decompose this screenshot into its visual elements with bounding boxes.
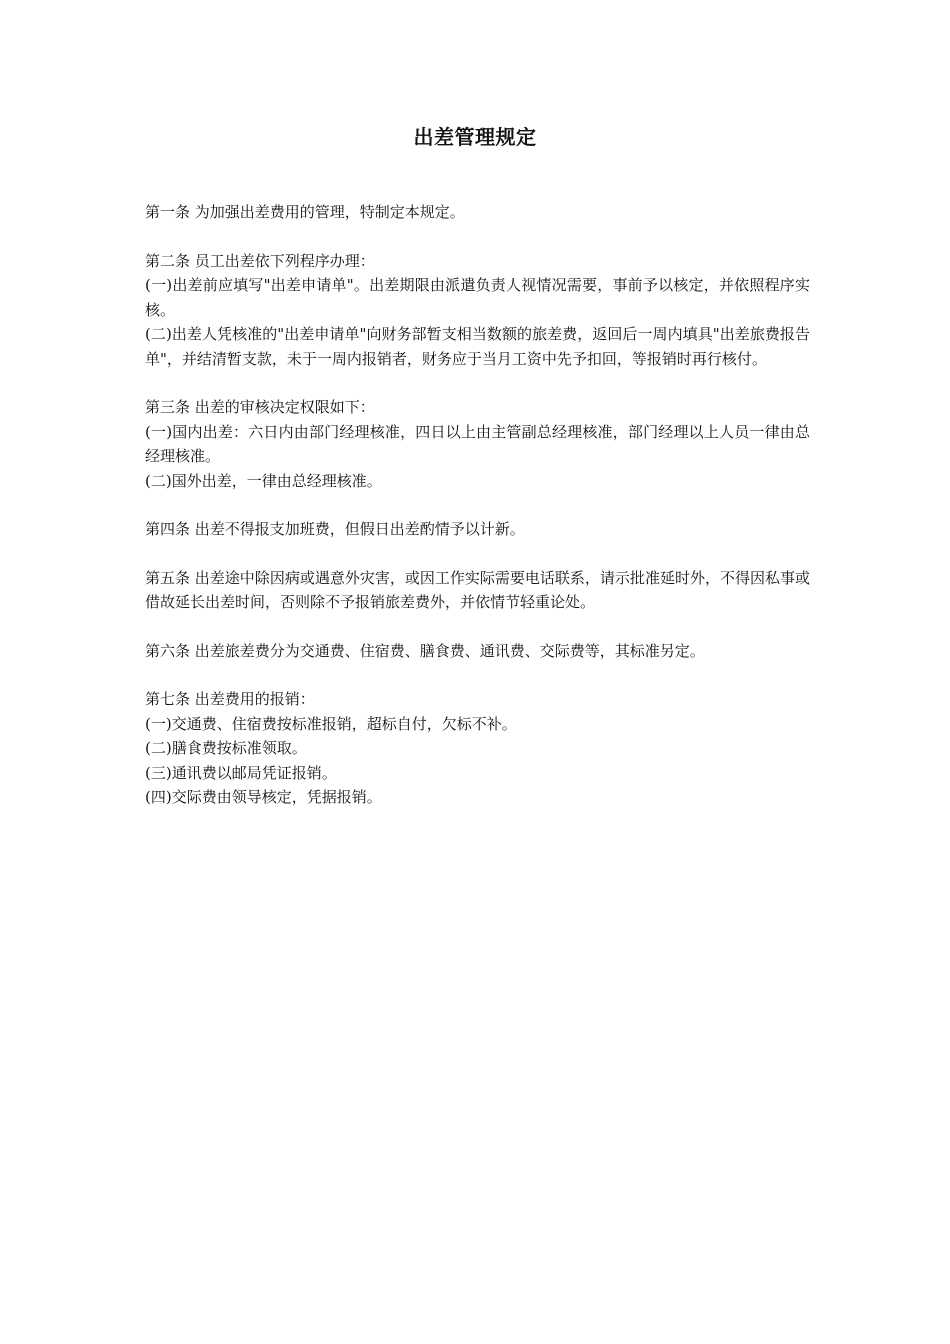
article-5 [145,566,810,615]
article-7 [145,687,810,810]
article-line: (三)通讯费以邮局凭证报销。 [145,763,337,782]
article-line: 第三条 出差的审核决定权限如下： [145,398,375,416]
article-line: 第五条 出差途中除因病或遇意外灾害，或因工作实际需要电话联系，请示批准延时外，不得因私事或借故延长出差时间，否则除不予报销旅差费外，并依情节轻重论处。 [145,568,810,611]
article-line: 第七条 出差费用的报销： [145,690,315,708]
article-line: (一)交通费、住宿费按标准报销，超标自付，欠标不补。 [145,714,517,733]
article-line: 第一条 为加强出差费用的管理，特制定本规定。 [145,203,465,221]
article-4 [145,517,810,542]
article-line: (二)膳食费按标准领取。 [145,739,307,757]
article-line: (四)交际费由领导核定，凭据报销。 [145,788,382,806]
article-line: 第四条 出差不得报支加班费，但假日出差酌情予以计新。 [145,520,525,538]
article-line: (二)出差人凭核准的"出差申请单"向财务部暂支相当数额的旅差费，返回后一周内填具"出差旅费报告单"，并结清暂支款，未于一周内报销者，财务应于当月工资中先予扣回，等报销时再行核付。 [145,325,810,368]
article-line: (一)出差前应填写"出差申请单"。出差期限由派遣负责人视情况需要，事前予以核定，并依照程序实核。 [145,276,810,319]
article-1 [145,200,810,225]
article-6 [145,639,810,664]
article-line: 第二条 员工出差依下列程序办理： [145,251,375,270]
article-2 [145,249,810,372]
article-3 [145,395,810,493]
article-line: (一)国内出差：六日内由部门经理核准，四日以上由主管副总经理核准，部门经理以上人员一律由总经理核准。 [145,422,810,465]
document-body [145,200,810,834]
document-title: 出差管理规定 [413,125,537,149]
article-line: 第六条 出差旅差费分为交通费、住宿费、膳食费、通讯费、交际费等，其标准另定。 [145,641,705,660]
article-line: (二)国外出差，一律由总经理核准。 [145,471,382,490]
